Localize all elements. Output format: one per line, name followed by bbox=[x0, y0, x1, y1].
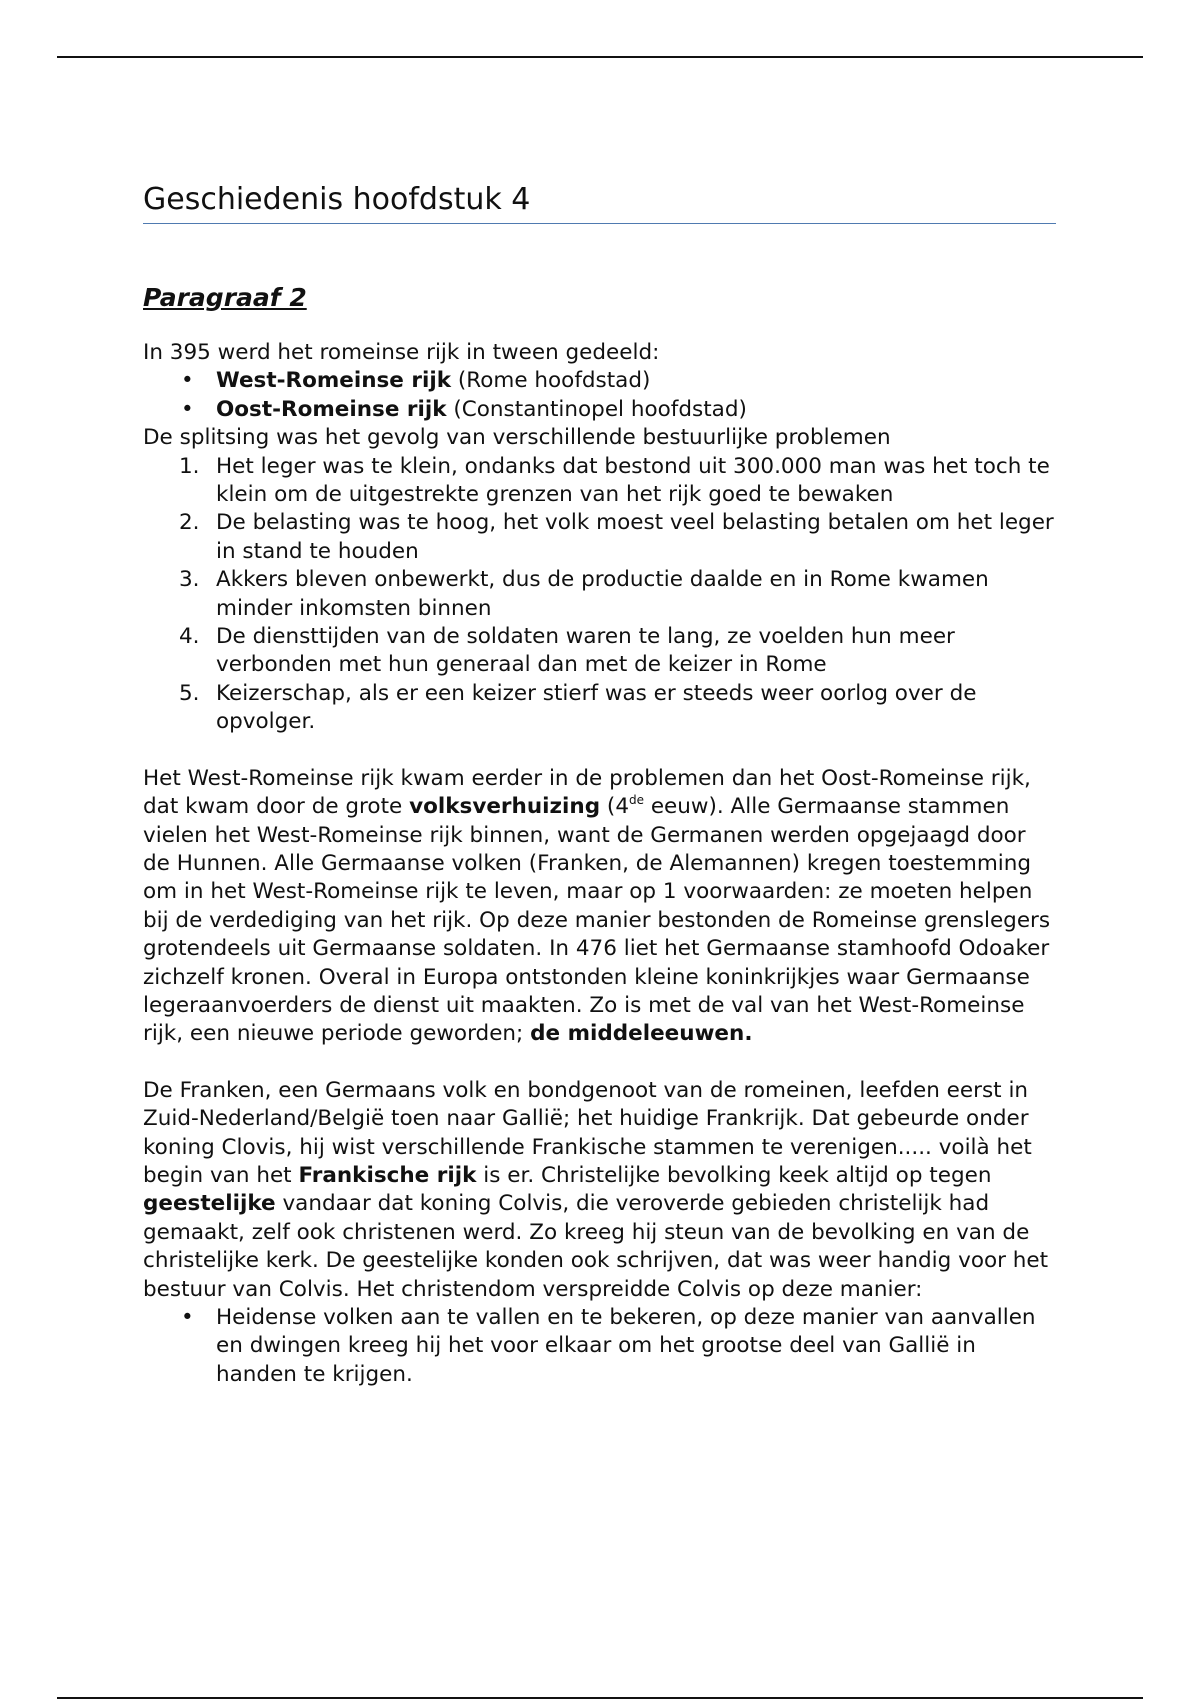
list-item-text: (Constantinopel hoofdstad) bbox=[446, 396, 747, 422]
section-heading: Paragraaf 2 bbox=[143, 283, 307, 312]
list-item-text: De diensttijden van de soldaten waren te lang, ze voelden hun meer verbonden met hun generaal dan met de keizer in Rome bbox=[216, 624, 955, 678]
list-item: • Heidense volken aan te vallen en te bekeren, op deze manier van aanvallen en dwingen kreeg hij het voor elkaar om het grootse deel van Gallië in handen te krijgen. bbox=[143, 1304, 1058, 1389]
list-item bbox=[143, 396, 1058, 424]
paragraph-text: De Franken, een Germaans volk en bondgenoot van de romeinen, leefden eerst in Zuid-Nederland/België toen naar Gallië; het huidige Frankrijk. Dat gebeurde onder koning Clovis, hij wist verschillende Frankische stammen te verenigen..... voilà het begin van het bbox=[143, 1077, 1032, 1188]
list-item-bold: Oost-Romeinse rijk bbox=[216, 396, 447, 422]
causes-list bbox=[143, 453, 1058, 737]
keyword-frankische-rijk: Frankische rijk bbox=[298, 1162, 477, 1188]
list-item bbox=[143, 453, 1058, 510]
spread-list bbox=[143, 1304, 1058, 1389]
list-number: 2. bbox=[179, 510, 200, 536]
list-item bbox=[143, 566, 1058, 623]
paragraph-text: eeuw). Alle Germaanse stammen vielen het West-Romeinse rijk binnen, want de Germanen werden opgejaagd door de Hunnen. Alle Germaanse volken (Franken, de Alemannen) kregen toestemming om in het West-Romeinse rijk te leven, maar op 1 voorwaarden: ze moeten helpen bij de verdediging van het rijk. Op deze manier bestonden de Romeinse grenslegers grotendeels uit Germaanse soldaten. In 476 liet het Germaanse stamhoofd Odoaker zichzelf kronen. Overal in Europa ontstonden kleine koninkrijkjes waar Germaanse legeraanvoerders de dienst uit maakten. Zo is met de val van het West-Romeinse rijk, een nieuwe periode geworden; bbox=[143, 794, 1051, 1047]
list-item-text: Akkers bleven onbewerkt, dus de productie daalde en in Rome kwamen minder inkomsten binnen bbox=[216, 567, 989, 621]
document-body bbox=[143, 180, 1058, 1389]
list-number: 5. bbox=[179, 680, 200, 706]
paragraph-text: is er. Christelijke bevolking keek altijd op tegen bbox=[476, 1162, 992, 1188]
paragraph-west-romeinse-rijk bbox=[143, 765, 1058, 1049]
list-number: 1. bbox=[179, 453, 200, 479]
footer-rule bbox=[57, 1697, 1143, 1699]
list-item-text: (Rome hoofdstad) bbox=[451, 368, 651, 394]
split-list bbox=[143, 367, 1058, 424]
keyword-middeleeuwen: de middeleeuwen. bbox=[530, 1021, 753, 1047]
paragraph-text: vandaar dat koning Colvis, die veroverde gebieden christelijk had gemaakt, zelf ook christenen werd. Zo kreeg hij steun van de bevolking en van de christelijke kerk. De geestelijke konden ook schrijven, dat was weer handig voor het bestuur van Colvis. Het christendom verspreidde Colvis op deze manier: bbox=[143, 1191, 1049, 1302]
list-item bbox=[143, 509, 1058, 566]
page-title: Geschiedenis hoofdstuk 4 bbox=[143, 180, 1056, 224]
paragraph-text: Het West-Romeinse rijk kwam eerder in de problemen dan het Oost-Romeinse rijk, dat kwam door de grote bbox=[143, 765, 1031, 820]
intro-text: In 395 werd het romeinse rijk in tween gedeeld: bbox=[143, 340, 660, 365]
list-item-text: Keizerschap, als er een keizer stierf was er steeds weer oorlog over de opvolger. bbox=[216, 680, 977, 735]
causes-intro: De splitsing was het gevolg van verschillende bestuurlijke problemen bbox=[143, 425, 891, 451]
paragraph-text: (4 bbox=[600, 794, 629, 820]
list-number: 3. bbox=[179, 567, 200, 593]
list-item bbox=[143, 623, 1058, 680]
superscript: de bbox=[629, 793, 644, 808]
list-number: 4. bbox=[179, 624, 200, 650]
list-item-bold: West-Romeinse rijk bbox=[216, 368, 452, 394]
keyword-geestelijke: geestelijke bbox=[143, 1191, 276, 1217]
paragraph-franken bbox=[143, 1077, 1058, 1304]
list-item-text: De belasting was te hoog, het volk moest veel belasting betalen om het leger in stand te houden bbox=[216, 510, 1054, 564]
keyword-volksverhuizing: volksverhuizing bbox=[409, 794, 601, 820]
list-item bbox=[143, 680, 1058, 737]
list-item-text: Het leger was te klein, ondanks dat bestond uit 300.000 man was het toch te klein om de uitgestrekte grenzen van het rijk goed te bewaken bbox=[216, 453, 1050, 508]
header-rule bbox=[57, 56, 1143, 58]
list-item bbox=[143, 367, 1058, 395]
